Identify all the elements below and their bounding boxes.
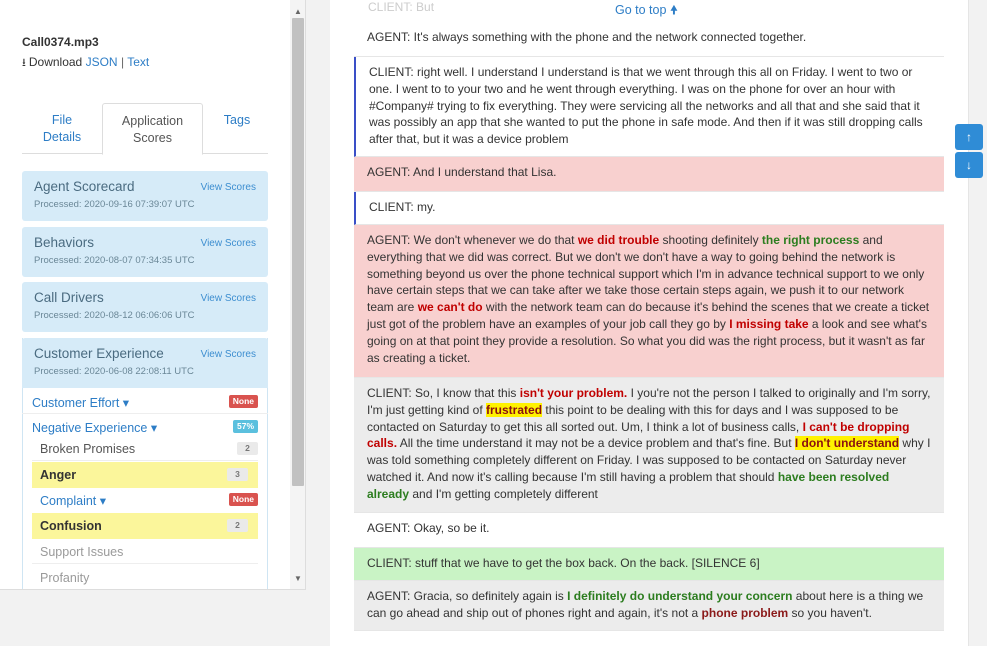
keyword-highlight: frustrated (486, 402, 543, 417)
tab-app-line1: Application (121, 114, 184, 128)
keyword-negative: I can't be dropping calls. (367, 419, 910, 451)
download-text-link[interactable]: Text (127, 55, 150, 69)
category-profanity[interactable] (32, 566, 258, 590)
transcript-message-agent (354, 157, 944, 192)
message-text: AGENT: Gracia, so definitely again is (367, 589, 568, 603)
message-text: a look and see what's going on at that point they provide a resolution. So what you did was the right process, but it wasn't as far as creating a ticket. (367, 316, 927, 365)
transcript-message-client (354, 192, 944, 225)
category-label (32, 395, 129, 410)
sidebar-content (22, 0, 270, 590)
category-label: Broken Promises (40, 442, 136, 456)
card-processed: Processed: 2020-06-08 22:08:11 UTC (34, 366, 194, 377)
score-badge: 2 (237, 442, 258, 455)
category-label-text: Customer Effort (32, 396, 120, 410)
card-title: Call Drivers (34, 290, 104, 305)
view-scores-link[interactable]: View Scores (200, 238, 256, 249)
keyword-negative: isn't your problem. (519, 386, 628, 400)
message-text: AGENT: We don't whenever we do that (367, 233, 578, 247)
view-scores-link[interactable]: View Scores (200, 182, 256, 193)
score-badge: 57% (233, 420, 258, 433)
card-behaviors[interactable] (22, 227, 268, 277)
caret-down-icon: ▾ (99, 494, 107, 508)
keyword-negative: we can't do (417, 300, 483, 315)
arrow-down-icon[interactable]: ↓ (955, 152, 983, 178)
file-name: Call0374.mp3 (22, 35, 99, 49)
download-icon: ⭳ (22, 57, 26, 69)
transcript-nav-buttons (955, 124, 983, 180)
card-customer-experience[interactable] (22, 338, 268, 388)
card-title: Behaviors (34, 235, 95, 250)
tab-file-details[interactable] (30, 103, 94, 154)
category-label: Anger (40, 468, 77, 482)
message-text: and everything that we did was correct. But we don't we don't have a way to going behind the network is something beyond us over the phone technical support which I'm in advance technical support to we only have certain steps that we can take after we take those certain steps again, we push it to our network team are (367, 233, 925, 315)
arrow-up-icon[interactable]: ↑ (955, 124, 983, 150)
score-badge: None (229, 493, 258, 506)
score-badge: 2 (227, 519, 248, 532)
transcript-message-client (354, 57, 944, 157)
keyword-highlight: I don't understand (794, 436, 900, 451)
keyword-positive: I definitely do understand your concern (567, 589, 793, 603)
score-badge: 3 (227, 468, 248, 481)
download-separator: | (120, 55, 125, 69)
category-anger[interactable] (32, 462, 258, 488)
download-json-link[interactable]: JSON (85, 55, 118, 69)
arrow-up-icon: 🠝 (669, 3, 679, 17)
tab-file-details-line1: File (51, 113, 73, 127)
message-text: this point to be dealing with this for days and I was supposed to be contacted on Saturday to get this all sorted out. Um, I think a lot of business calls, (367, 402, 899, 434)
scroll-down-arrow-icon[interactable]: ▼ (294, 574, 302, 583)
message-text: and I'm getting completely different (409, 486, 598, 501)
keyword-negative: I missing take (729, 316, 809, 331)
category-label: Confusion (40, 519, 102, 533)
transcript-message-client (354, 548, 944, 581)
category-label-text: Negative Experience (32, 421, 148, 435)
view-scores-link[interactable]: View Scores (200, 349, 256, 360)
faded-previous-line: CLIENT: But (368, 0, 435, 14)
card-title: Agent Scorecard (34, 179, 135, 194)
message-text: shooting definitely (659, 233, 762, 247)
tab-application-scores[interactable] (102, 103, 203, 155)
message-text: so you haven't. (788, 605, 872, 620)
right-gutter (968, 0, 987, 646)
download-label: Download (28, 55, 83, 69)
category-label-text: Complaint (40, 494, 97, 508)
transcript-panel (330, 0, 968, 646)
go-to-top-label: Go to top (615, 3, 667, 17)
category-label (40, 493, 106, 508)
sidebar-scroll-thumb[interactable] (292, 18, 304, 486)
transcript-message-agent (354, 513, 944, 548)
card-agent-scorecard[interactable] (22, 171, 268, 221)
tab-tags[interactable]: Tags (223, 113, 251, 127)
message-text: CLIENT: right well. I understand I understand is that we went through this all on Friday. I went to two or one. I went to to your two and he went through everything. I was on the phone for over an hour with #Company# trying to fix everything. They were servicing all the networks and all that and she said that it was possibly an app that she wanted to put the phone in safe mode. And then if it was still dropping calls after that, but it was a device problem (369, 65, 923, 147)
message-text: about here is a thing we can go ahead and ship out of phones right and again, it's not a (367, 589, 924, 620)
category-label: Support Issues (40, 545, 124, 559)
message-text: I you're not the person I talked to originally and I'm sorry, I'm just getting kind of (367, 386, 931, 417)
card-title: Customer Experience (34, 346, 164, 361)
keyword-negative: we did trouble (577, 233, 660, 247)
category-support-issues[interactable] (32, 540, 258, 564)
card-processed: Processed: 2020-09-16 07:39:07 UTC (34, 199, 195, 210)
caret-down-icon: ▾ (122, 396, 130, 410)
go-to-top-link[interactable] (615, 1, 678, 22)
keyword-negative: phone problem (701, 605, 789, 620)
score-badge: None (229, 395, 258, 408)
tab-app-line2: Scores (133, 131, 172, 145)
category-broken-promises[interactable] (32, 437, 258, 461)
keyword-positive: the right process (761, 233, 860, 247)
message-text: with the network team can do because it's behind the scenes that we create a ticket just got of the problem have an examples of your job call they go by (367, 300, 930, 331)
message-text: CLIENT: So, I know that this (367, 386, 520, 400)
message-text: All the time understand it may not be a device problem and that's fine. But (397, 436, 795, 451)
category-label (32, 420, 157, 435)
caret-down-icon: ▾ (150, 421, 158, 435)
transcript-message-agent (354, 581, 944, 631)
file-sidebar (0, 0, 306, 590)
view-scores-link[interactable]: View Scores (200, 293, 256, 304)
download-row (22, 54, 149, 73)
category-confusion[interactable] (32, 513, 258, 539)
transcript-message-agent (354, 225, 944, 378)
card-processed: Processed: 2020-08-07 07:34:35 UTC (34, 255, 195, 266)
message-text: AGENT: Okay, so be it. (367, 521, 490, 535)
keyword-positive: have been resolved already (367, 469, 890, 501)
category-negative-experience[interactable] (22, 415, 268, 439)
message-text: AGENT: And I understand that Lisa. (367, 165, 557, 179)
card-processed: Processed: 2020-08-12 06:06:06 UTC (34, 310, 195, 321)
message-text: CLIENT: stuff that we have to get the box back. On the back. [SILENCE 6] (367, 556, 760, 570)
tab-file-details-line2: Details (42, 130, 82, 144)
category-customer-effort[interactable] (22, 390, 268, 414)
score-tabs (22, 103, 268, 154)
card-call-drivers[interactable] (22, 282, 268, 332)
scroll-up-arrow-icon[interactable]: ▲ (294, 7, 302, 16)
message-text: CLIENT: my. (369, 200, 436, 214)
message-text: AGENT: It's always something with the phone and the network connected together. (367, 30, 807, 44)
message-text: why I was told something completely different on Friday. I was supposed to be contacted on Saturday never watched it. And now it's calling because I'm still having a problem that should (367, 436, 931, 484)
category-complaint[interactable] (32, 488, 258, 512)
category-label: Profanity (40, 571, 90, 585)
transcript-message-client (354, 378, 944, 513)
transcript-message-agent (354, 22, 944, 57)
